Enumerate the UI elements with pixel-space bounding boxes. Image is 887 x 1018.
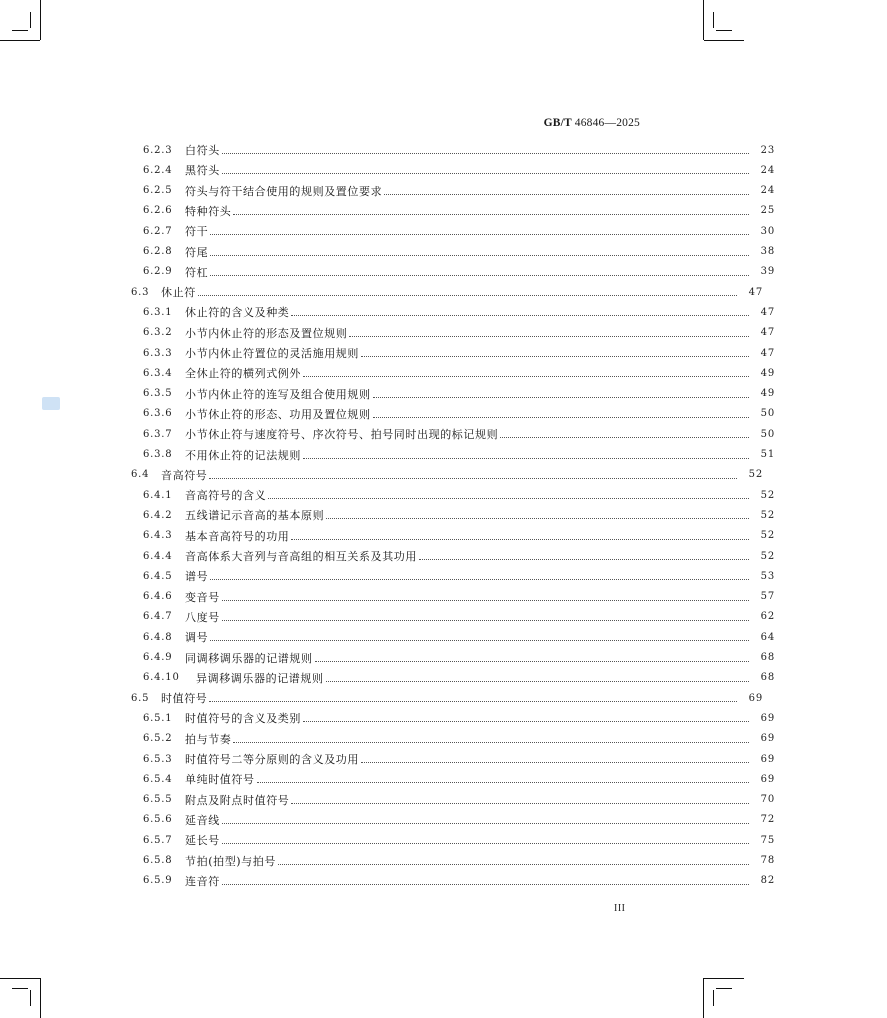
toc-entry-page: 78 bbox=[760, 855, 775, 866]
toc-entry-page: 72 bbox=[760, 814, 775, 826]
toc-entry-title: 符尾 bbox=[185, 245, 209, 259]
toc-entry[interactable] bbox=[0, 688, 875, 708]
toc-entry-page: 24 bbox=[760, 164, 775, 176]
toc-entry[interactable] bbox=[0, 302, 887, 322]
toc-leader-dots bbox=[419, 558, 749, 560]
toc-entry[interactable] bbox=[0, 465, 875, 485]
toc-leader-dots bbox=[257, 781, 749, 783]
toc-entry-page: 82 bbox=[760, 875, 775, 887]
toc-entry-page: 24 bbox=[760, 185, 775, 197]
toc-entry[interactable] bbox=[0, 607, 887, 627]
toc-leader-dots bbox=[361, 355, 749, 357]
toc-entry-page: 68 bbox=[760, 672, 775, 684]
toc-entry-title: 符头与符干结合使用的规则及置位要求 bbox=[185, 184, 383, 198]
toc-entry-number: 6.3.4 bbox=[143, 367, 173, 379]
toc-leader-dots bbox=[291, 538, 749, 540]
toc-entry[interactable] bbox=[0, 851, 887, 871]
toc-entry-page: 69 bbox=[748, 692, 763, 704]
toc-entry-number: 6.3.3 bbox=[143, 347, 173, 359]
toc-entry[interactable] bbox=[0, 485, 887, 505]
toc-entry-title: 谱号 bbox=[185, 570, 209, 584]
toc-entry-page: 38 bbox=[760, 246, 775, 257]
toc-leader-dots bbox=[222, 619, 749, 621]
toc-leader-dots bbox=[222, 822, 749, 824]
toc-leader-dots bbox=[222, 172, 749, 174]
toc-entry-page: 70 bbox=[760, 794, 775, 806]
toc-entry-number: 6.5.4 bbox=[143, 773, 173, 785]
toc-entry-title: 白符头 bbox=[185, 144, 220, 157]
toc-entry-page: 50 bbox=[760, 408, 775, 420]
toc-leader-dots bbox=[349, 335, 749, 337]
toc-entry-number: 6.3.8 bbox=[143, 449, 173, 460]
toc-entry[interactable] bbox=[0, 627, 887, 647]
toc-entry-page: 52 bbox=[760, 530, 775, 542]
toc-leader-dots bbox=[315, 660, 749, 662]
toc-entry[interactable] bbox=[0, 404, 887, 424]
toc-entry[interactable] bbox=[0, 221, 887, 241]
toc-entry-number: 6.5.6 bbox=[143, 814, 173, 826]
toc-entry[interactable] bbox=[0, 648, 887, 668]
toc-leader-dots bbox=[268, 497, 749, 499]
toc-entry-number: 6.5.2 bbox=[143, 733, 173, 745]
standard-prefix: GB/T bbox=[543, 117, 572, 129]
toc-entry-number: 6.2.7 bbox=[143, 225, 173, 237]
toc-entry-page: 50 bbox=[760, 428, 775, 440]
toc-entry[interactable] bbox=[0, 790, 887, 810]
toc-leader-dots bbox=[303, 375, 749, 377]
toc-entry-number: 6.4.10 bbox=[143, 672, 180, 684]
toc-entry-title: 音高符号 bbox=[161, 468, 208, 482]
toc-entry-title: 单纯时值符号 bbox=[185, 773, 255, 787]
toc-leader-dots bbox=[291, 802, 749, 804]
toc-entry-title: 时值符号的含义及类别 bbox=[185, 712, 301, 726]
toc-entry-page: 30 bbox=[760, 225, 775, 237]
toc-entry[interactable] bbox=[0, 363, 887, 383]
toc-entry-number: 6.2.8 bbox=[143, 246, 173, 257]
toc-entry[interactable] bbox=[0, 546, 887, 566]
toc-entry-page: 47 bbox=[748, 286, 763, 298]
toc-entry-page: 52 bbox=[760, 489, 775, 501]
toc-entry[interactable] bbox=[0, 323, 887, 343]
standard-number: 46846—2025 bbox=[574, 117, 640, 129]
toc-entry-title: 节拍(拍型)与拍号 bbox=[185, 854, 276, 868]
toc-entry-page: 64 bbox=[760, 631, 775, 643]
toc-entry[interactable] bbox=[0, 160, 887, 180]
toc-entry-page: 69 bbox=[760, 733, 775, 745]
toc-entry-title: 音高体系大音列与音高组的相互关系及其功用 bbox=[185, 550, 417, 563]
toc-entry-page: 52 bbox=[748, 469, 763, 481]
toc-entry[interactable] bbox=[0, 566, 887, 586]
toc-entry[interactable] bbox=[0, 140, 887, 160]
toc-entry-title: 拍与节奏 bbox=[185, 732, 232, 746]
toc-entry[interactable] bbox=[0, 201, 887, 221]
toc-entry-number: 6.5.5 bbox=[143, 794, 173, 806]
toc-entry-number: 6.4.2 bbox=[143, 509, 173, 521]
toc-entry-title: 音高符号的含义 bbox=[185, 489, 267, 503]
toc-entry[interactable] bbox=[0, 262, 887, 282]
toc-entry-title: 调号 bbox=[185, 631, 209, 645]
toc-leader-dots bbox=[222, 883, 749, 885]
toc-entry-page: 68 bbox=[760, 652, 775, 663]
toc-entry-title: 不用休止符的记法规则 bbox=[185, 448, 301, 462]
toc-entry-page: 69 bbox=[760, 773, 775, 785]
toc-entry-number: 6.4.5 bbox=[143, 570, 173, 582]
standard-code bbox=[544, 117, 640, 129]
toc-entry[interactable] bbox=[0, 505, 887, 525]
toc-leader-dots bbox=[326, 680, 749, 682]
toc-entry-number: 6.4.9 bbox=[143, 652, 173, 663]
toc-entry-title: 同调移调乐器的记谱规则 bbox=[185, 651, 313, 665]
toc-leader-dots bbox=[210, 254, 749, 256]
toc-entry-number: 6.3.1 bbox=[143, 306, 173, 318]
toc-entry-page: 23 bbox=[760, 144, 775, 156]
toc-entry-title: 符干 bbox=[185, 225, 209, 239]
toc-entry[interactable] bbox=[0, 668, 887, 688]
toc-leader-dots bbox=[373, 416, 749, 418]
toc-entry-page: 53 bbox=[760, 570, 775, 582]
page-number: III bbox=[614, 903, 626, 914]
toc-entry-number: 6.2.9 bbox=[143, 266, 173, 278]
toc-leader-dots bbox=[291, 314, 749, 316]
toc-entry-title: 小节内休止符的形态及置位规则 bbox=[185, 326, 348, 340]
toc-entry-title: 小节休止符的形态、功用及置位规则 bbox=[185, 407, 371, 421]
toc-entry-page: 75 bbox=[760, 834, 775, 846]
toc-entry-title: 五线谱记示音高的基本原则 bbox=[185, 509, 325, 523]
toc-entry-title: 全休止符的横列式例外 bbox=[185, 367, 301, 381]
toc-entry-title: 延长号 bbox=[185, 834, 220, 848]
toc-entry-page: 69 bbox=[760, 712, 775, 724]
toc-leader-dots bbox=[303, 720, 749, 722]
toc-entry-page: 47 bbox=[760, 347, 775, 359]
toc-entry-title: 小节休止符与速度符号、序次符号、拍号同时出现的标记规则 bbox=[185, 428, 499, 442]
toc-entry[interactable] bbox=[0, 871, 887, 891]
toc-entry[interactable] bbox=[0, 830, 887, 850]
toc-leader-dots bbox=[278, 863, 749, 865]
toc-entry-number: 6.3.6 bbox=[143, 408, 173, 420]
toc-entry-number: 6.5.3 bbox=[143, 753, 173, 765]
toc-entry[interactable] bbox=[0, 769, 887, 789]
toc-leader-dots bbox=[326, 517, 749, 519]
toc-entry-title: 休止符的含义及种类 bbox=[185, 306, 290, 320]
toc-leader-dots bbox=[210, 639, 749, 641]
toc-entry-title: 小节内休止符置位的灵活施用规则 bbox=[185, 347, 359, 360]
toc-entry[interactable] bbox=[0, 343, 887, 363]
toc-entry[interactable] bbox=[0, 282, 875, 302]
toc-entry-number: 6.3.7 bbox=[143, 428, 173, 440]
toc-entry-title: 延音线 bbox=[185, 813, 220, 827]
toc-entry-page: 49 bbox=[760, 367, 775, 379]
toc-entry-number: 6.2.5 bbox=[143, 185, 173, 197]
toc-entry-number: 6.3.5 bbox=[143, 388, 173, 400]
toc-entry-number: 6.5 bbox=[131, 692, 150, 704]
toc-entry-title: 异调移调乐器的记谱规则 bbox=[196, 671, 324, 685]
toc-entry-page: 39 bbox=[760, 266, 775, 278]
toc-entry-number: 6.3 bbox=[131, 286, 150, 298]
toc-entry[interactable] bbox=[0, 708, 887, 728]
toc-entry-page: 51 bbox=[760, 449, 775, 460]
toc-leader-dots bbox=[222, 842, 749, 844]
toc-entry[interactable] bbox=[0, 242, 887, 262]
toc-leader-dots bbox=[500, 436, 749, 438]
toc-entry[interactable] bbox=[0, 526, 887, 546]
toc-entry-number: 6.4 bbox=[131, 469, 150, 481]
toc-entry-title: 符杠 bbox=[185, 265, 209, 279]
toc-leader-dots bbox=[198, 294, 737, 296]
toc-leader-dots bbox=[222, 152, 749, 154]
toc-entry-page: 69 bbox=[760, 753, 775, 765]
toc-entry-number: 6.3.2 bbox=[143, 327, 173, 339]
toc-entry[interactable] bbox=[0, 729, 887, 749]
toc-entry[interactable] bbox=[0, 445, 887, 465]
toc-entry-page: 49 bbox=[760, 388, 775, 400]
toc-entry-number: 6.5.7 bbox=[143, 834, 173, 846]
toc-entry-number: 6.4.7 bbox=[143, 611, 173, 623]
toc-entry-number: 6.5.9 bbox=[143, 875, 173, 887]
toc-entry-number: 6.4.4 bbox=[143, 550, 173, 562]
toc-entry-number: 6.4.1 bbox=[143, 489, 173, 501]
toc-leader-dots bbox=[233, 213, 749, 215]
toc-leader-dots bbox=[361, 761, 749, 763]
toc-entry-page: 57 bbox=[760, 591, 775, 603]
toc-entry[interactable] bbox=[0, 384, 887, 404]
toc-entry-page: 47 bbox=[760, 327, 775, 339]
toc-entry-page: 52 bbox=[760, 550, 775, 562]
toc-entry-title: 时值符号二等分原则的含义及功用 bbox=[185, 753, 359, 766]
toc-entry[interactable] bbox=[0, 749, 887, 769]
toc-entry-number: 6.4.8 bbox=[143, 631, 173, 643]
toc-entry-title: 基本音高符号的功用 bbox=[185, 529, 290, 543]
toc-entry-title: 特种符头 bbox=[185, 204, 232, 218]
toc-entry-number: 6.5.8 bbox=[143, 855, 173, 866]
toc-entry-title: 变音号 bbox=[185, 590, 220, 604]
toc-leader-dots bbox=[303, 457, 749, 459]
toc-entry-page: 52 bbox=[760, 509, 775, 521]
toc-entry[interactable] bbox=[0, 810, 887, 830]
toc-leader-dots bbox=[210, 274, 749, 276]
toc-entry-page: 62 bbox=[760, 611, 775, 623]
toc-entry-title: 八度号 bbox=[185, 610, 220, 624]
toc-entry[interactable] bbox=[0, 424, 887, 444]
toc-entry-title: 附点及附点时值符号 bbox=[185, 793, 290, 807]
toc-leader-dots bbox=[373, 396, 749, 398]
toc-entry-page: 47 bbox=[760, 306, 775, 318]
toc-entry-title: 黑符头 bbox=[185, 164, 220, 178]
toc-entry-number: 6.5.1 bbox=[143, 712, 173, 724]
toc-leader-dots bbox=[209, 477, 737, 479]
toc-entry[interactable] bbox=[0, 587, 887, 607]
toc-leader-dots bbox=[233, 741, 749, 743]
toc-entry-number: 6.4.3 bbox=[143, 530, 173, 542]
toc-leader-dots bbox=[384, 193, 749, 195]
toc-entry-title: 休止符 bbox=[161, 286, 196, 300]
toc-entry-number: 6.2.6 bbox=[143, 205, 173, 217]
toc-entry[interactable] bbox=[0, 181, 887, 201]
toc-entry-number: 6.4.6 bbox=[143, 591, 173, 603]
toc-entry-number: 6.2.3 bbox=[143, 144, 173, 156]
toc-leader-dots bbox=[209, 700, 737, 702]
toc-entry-title: 连音符 bbox=[185, 874, 220, 888]
toc-entry-title: 小节内休止符的连写及组合使用规则 bbox=[185, 387, 371, 401]
toc-leader-dots bbox=[210, 233, 749, 235]
toc-leader-dots bbox=[222, 599, 749, 601]
toc-leader-dots bbox=[210, 578, 749, 580]
toc-entry-title: 时值符号 bbox=[161, 692, 208, 706]
toc-entry-number: 6.2.4 bbox=[143, 164, 173, 176]
toc-entry-page: 25 bbox=[760, 205, 775, 217]
